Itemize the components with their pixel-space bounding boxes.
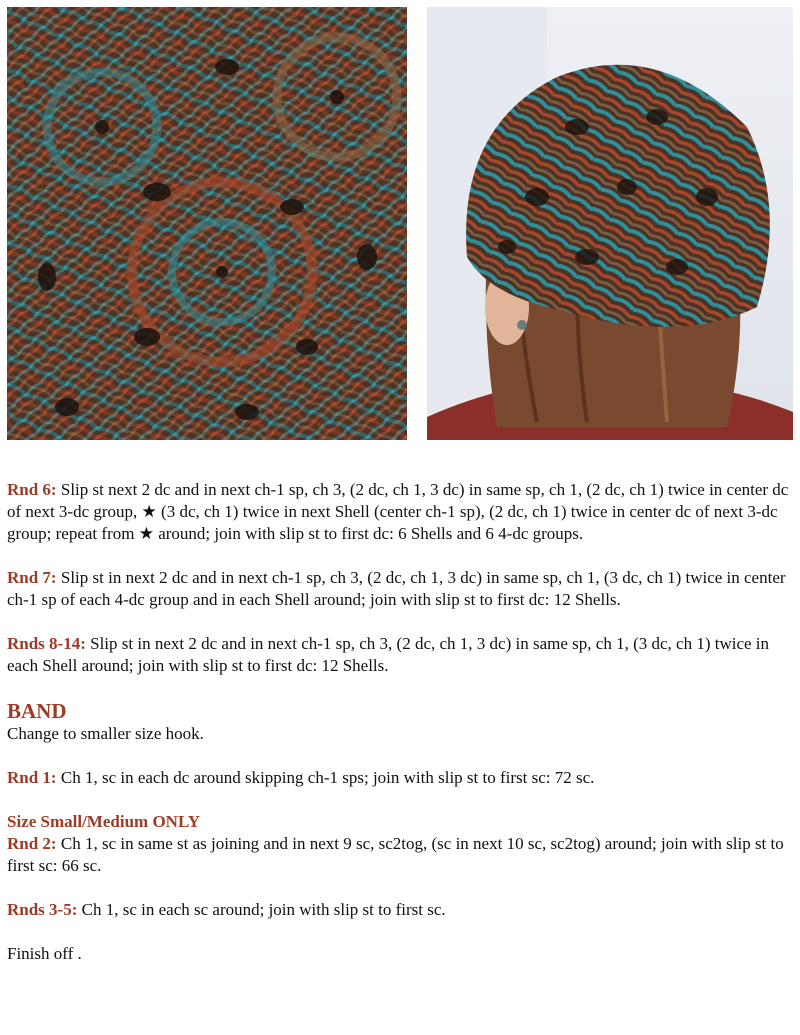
- round-text: Ch 1, sc in same st as joining and in next 9 sc, sc2tog, (sc in next 10 sc, sc2tog) around; join with slip st to first sc: 66 sc.: [7, 834, 784, 875]
- pattern-instructions: [7, 479, 797, 965]
- round-text: Slip st in next 2 dc and in next ch-1 sp, ch 3, (2 dc, ch 1, 3 dc) in same sp, ch 1, (3 dc, ch 1) twice in center ch-1 sp of each 4-dc group and in each Shell around; join with slip st to first dc: 12 Shells.: [7, 568, 786, 609]
- rounds-8-14: [7, 633, 797, 677]
- stitch-closeup-image: [7, 7, 407, 440]
- size-heading: Size Small/Medium ONLY: [7, 812, 200, 831]
- round-label: Rnds 3-5:: [7, 900, 78, 919]
- round-text: Slip st in next 2 dc and in next ch-1 sp, ch 3, (2 dc, ch 1, 3 dc) in same sp, ch 1, (3 dc, ch 1) twice in each Shell around; join with slip st to first dc: 12 Shells.: [7, 634, 770, 675]
- band-round-1: [7, 767, 797, 789]
- round-text: Ch 1, sc in each dc around skipping ch-1 sps; join with slip st to first sc: 72 sc.: [56, 768, 595, 787]
- band-heading: BAND: [7, 699, 67, 723]
- photo-row: [7, 7, 793, 440]
- stitch-closeup-photo: [7, 7, 407, 440]
- round-label: Rnds 8-14:: [7, 634, 86, 653]
- round-text: Ch 1, sc in each sc around; join with slip st to first sc.: [77, 900, 446, 919]
- band-rounds-3-5: [7, 899, 797, 921]
- round-label: Rnd 1:: [7, 768, 57, 787]
- round-6: [7, 479, 797, 545]
- hat-back-photo: [427, 7, 793, 440]
- round-label: Rnd 7:: [7, 568, 57, 587]
- round-text: Slip st next 2 dc and in next ch-1 sp, ch 3, (2 dc, ch 1, 3 dc) in same sp, ch 1, (2 dc, ch 1) twice in center dc of next 3-dc group, ★ (3 dc, ch 1) twice in next Shell (center ch-1 sp), (2 dc, ch 1) twice in center dc of next 3-dc group; repeat from ★ around; join with slip st to first dc: 6 Shells and 6 4-dc groups.: [7, 480, 789, 543]
- round-label: Rnd 6:: [7, 480, 57, 499]
- band-intro: Change to smaller size hook.: [7, 724, 204, 743]
- round-7: [7, 567, 797, 611]
- finish-off-text: Finish off .: [7, 944, 82, 963]
- band-round-2: [7, 833, 797, 877]
- hat-back-image: [427, 7, 793, 440]
- round-label: Rnd 2:: [7, 834, 57, 853]
